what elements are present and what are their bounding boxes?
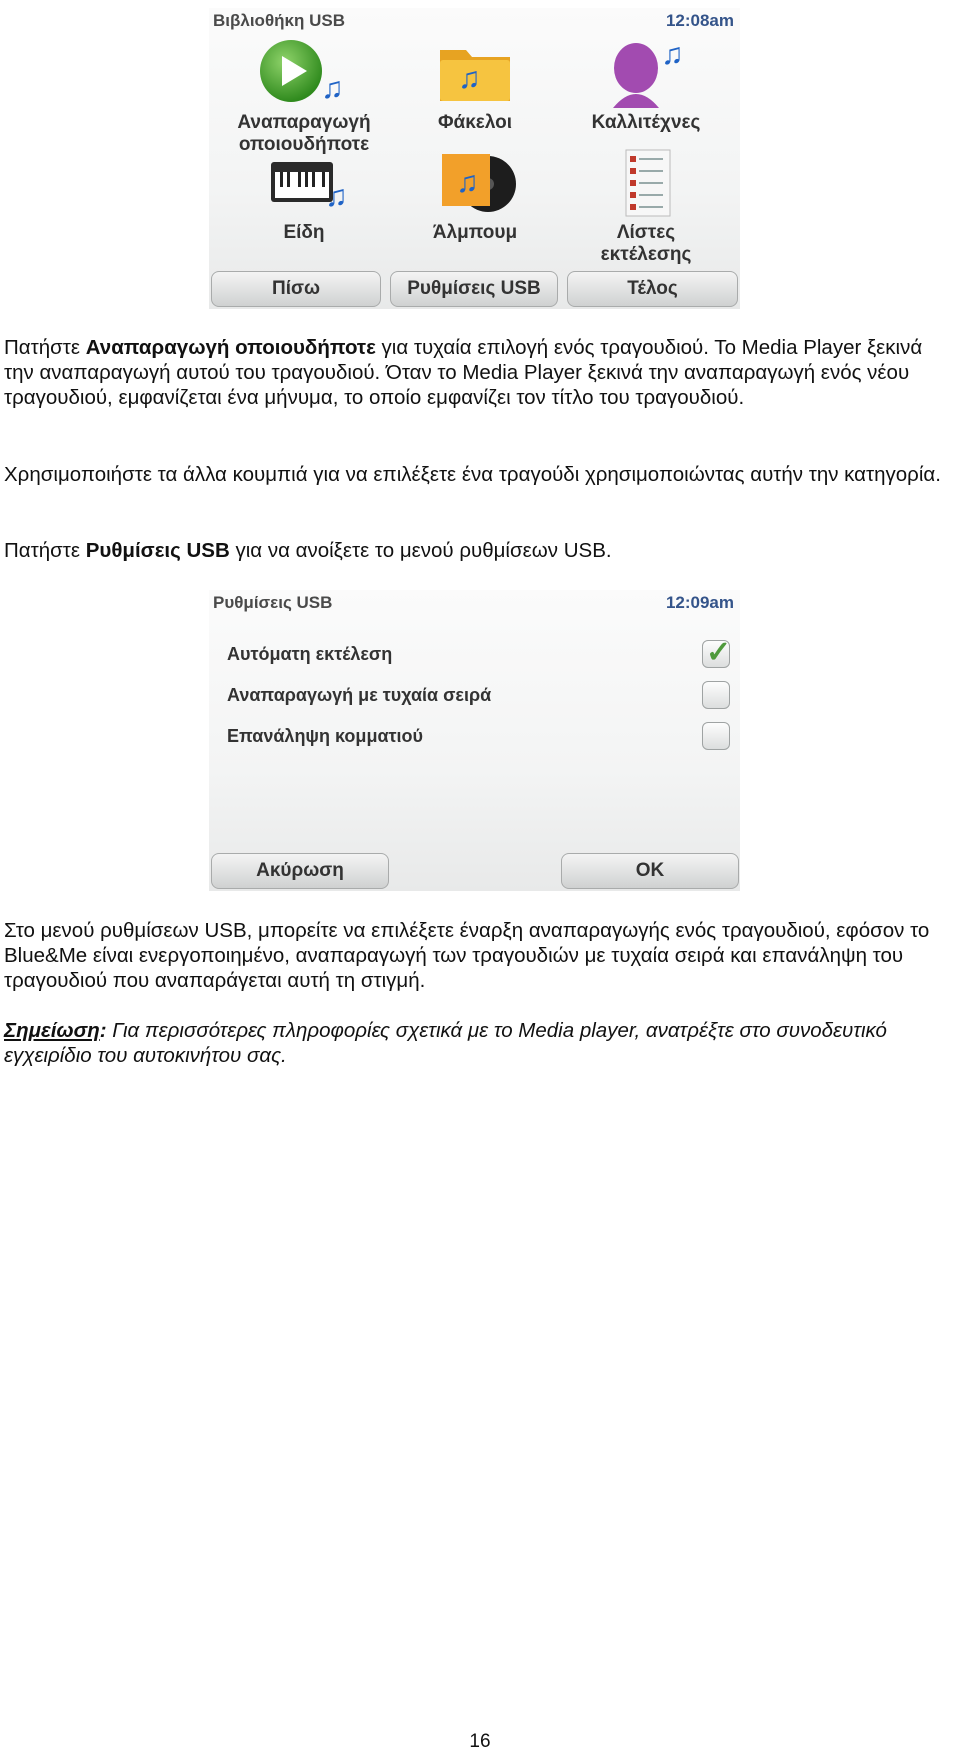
paragraph-note: Σημείωση: Για περισσότερες πληροφορίες σχετικά με το Media player, ανατρέξτε στο συνοδευτικό εγχειρίδιο του αυτοκινήτου σας. [4, 1019, 887, 1067]
paragraph-settings-description: Στο μενού ρυθμίσεων USB, μπορείτε να επιλέξετε έναρξη αναπαραγωγής ενός τραγουδιού, εφόσον το Blue&Me είναι ενεργοποιημένο, αναπαραγωγή των τραγουδιών με τυχαία σειρά και επανάληψη του τραγουδιού που αναπαράγεται αυτή τη στιγμή. [4, 919, 930, 992]
folder-music-icon: ♫ [420, 38, 530, 108]
playlist-icon [591, 148, 701, 218]
repeat-checkbox[interactable] [702, 722, 730, 750]
tile-genres[interactable] [224, 148, 384, 244]
autoplay-checkbox[interactable] [702, 636, 732, 669]
tile-albums[interactable] [395, 148, 555, 244]
emphasis: Ρυθμίσεις USB [85, 539, 230, 562]
shuffle-checkbox[interactable] [702, 681, 730, 709]
option-label: Αναπαραγωγή με τυχαία σειρά [227, 685, 492, 705]
tile-label: Καλλιτέχνες [591, 112, 701, 133]
clock: 12:08am [665, 11, 734, 30]
tile-play-any[interactable] [224, 38, 384, 156]
done-button[interactable]: Τέλος [567, 271, 738, 307]
emphasis: Αναπαραγωγή οποιουδήποτε [85, 336, 376, 359]
option-autoplay[interactable] [227, 636, 732, 670]
tile-label: Είδη [283, 222, 325, 243]
usb-settings-button[interactable]: Ρυθμίσεις USB [390, 271, 558, 307]
tile-folders[interactable] [395, 38, 555, 134]
option-label: Αυτόματη εκτέλεση [227, 644, 393, 664]
album-music-icon: ♫ [420, 148, 530, 218]
tile-label: Αναπαραγωγή οποιουδήποτε [237, 112, 371, 155]
option-repeat[interactable] [227, 722, 730, 752]
note-label: Σημείωση [4, 1019, 100, 1042]
tile-playlists[interactable] [566, 148, 726, 266]
cancel-button[interactable]: Ακύρωση [211, 853, 389, 889]
button-bar [209, 271, 740, 309]
tile-label: Φάκελοι [437, 112, 513, 133]
button-bar [209, 853, 740, 891]
screen-title: Βιβλιοθήκη USB [213, 11, 345, 30]
checkmark-icon: ✓ [706, 636, 732, 669]
usb-settings-screen [209, 590, 740, 891]
usb-library-screen [209, 8, 740, 309]
paragraph-usb-settings: Πατήστε Ρυθμίσεις USB για να ανοίξετε το μενού ρυθμίσεων USB. [4, 539, 612, 562]
paragraph-play-any: Πατήστε Αναπαραγωγή οποιουδήποτε για τυχαία επιλογή ενός τραγουδιού. Το Media Player ξεκινά την αναπαραγωγή αυτού του τραγουδιού. Όταν το Media Player ξεκινά την αναπαραγωγή ενός νέου τραγουδιού, εμφανίζεται ένα μήνυμα, το οποίο εμφανίζει τον τίτλο του τραγουδιού. [4, 336, 923, 409]
ok-button[interactable]: OK [561, 853, 739, 889]
back-button[interactable]: Πίσω [211, 271, 381, 307]
play-music-icon: ♫ [249, 38, 359, 108]
tile-artists[interactable] [566, 38, 726, 134]
tile-label: Άλμπουμ [432, 222, 518, 243]
option-shuffle[interactable] [227, 681, 730, 711]
piano-music-icon: ♫ [249, 148, 359, 218]
artist-music-icon: ♫ [591, 38, 701, 108]
option-label: Επανάληψη κομματιού [227, 726, 424, 746]
clock: 12:09am [665, 593, 734, 612]
page-number: 16 [469, 1731, 491, 1752]
screen-title: Ρυθμίσεις USB [213, 593, 333, 612]
paragraph-other-buttons: Χρησιμοποιήστε τα άλλα κουμπιά για να επιλέξετε ένα τραγούδι χρησιμοποιώντας αυτήν την κατηγορία. [4, 463, 941, 486]
tile-label: Λίστες εκτέλεσης [600, 222, 692, 265]
